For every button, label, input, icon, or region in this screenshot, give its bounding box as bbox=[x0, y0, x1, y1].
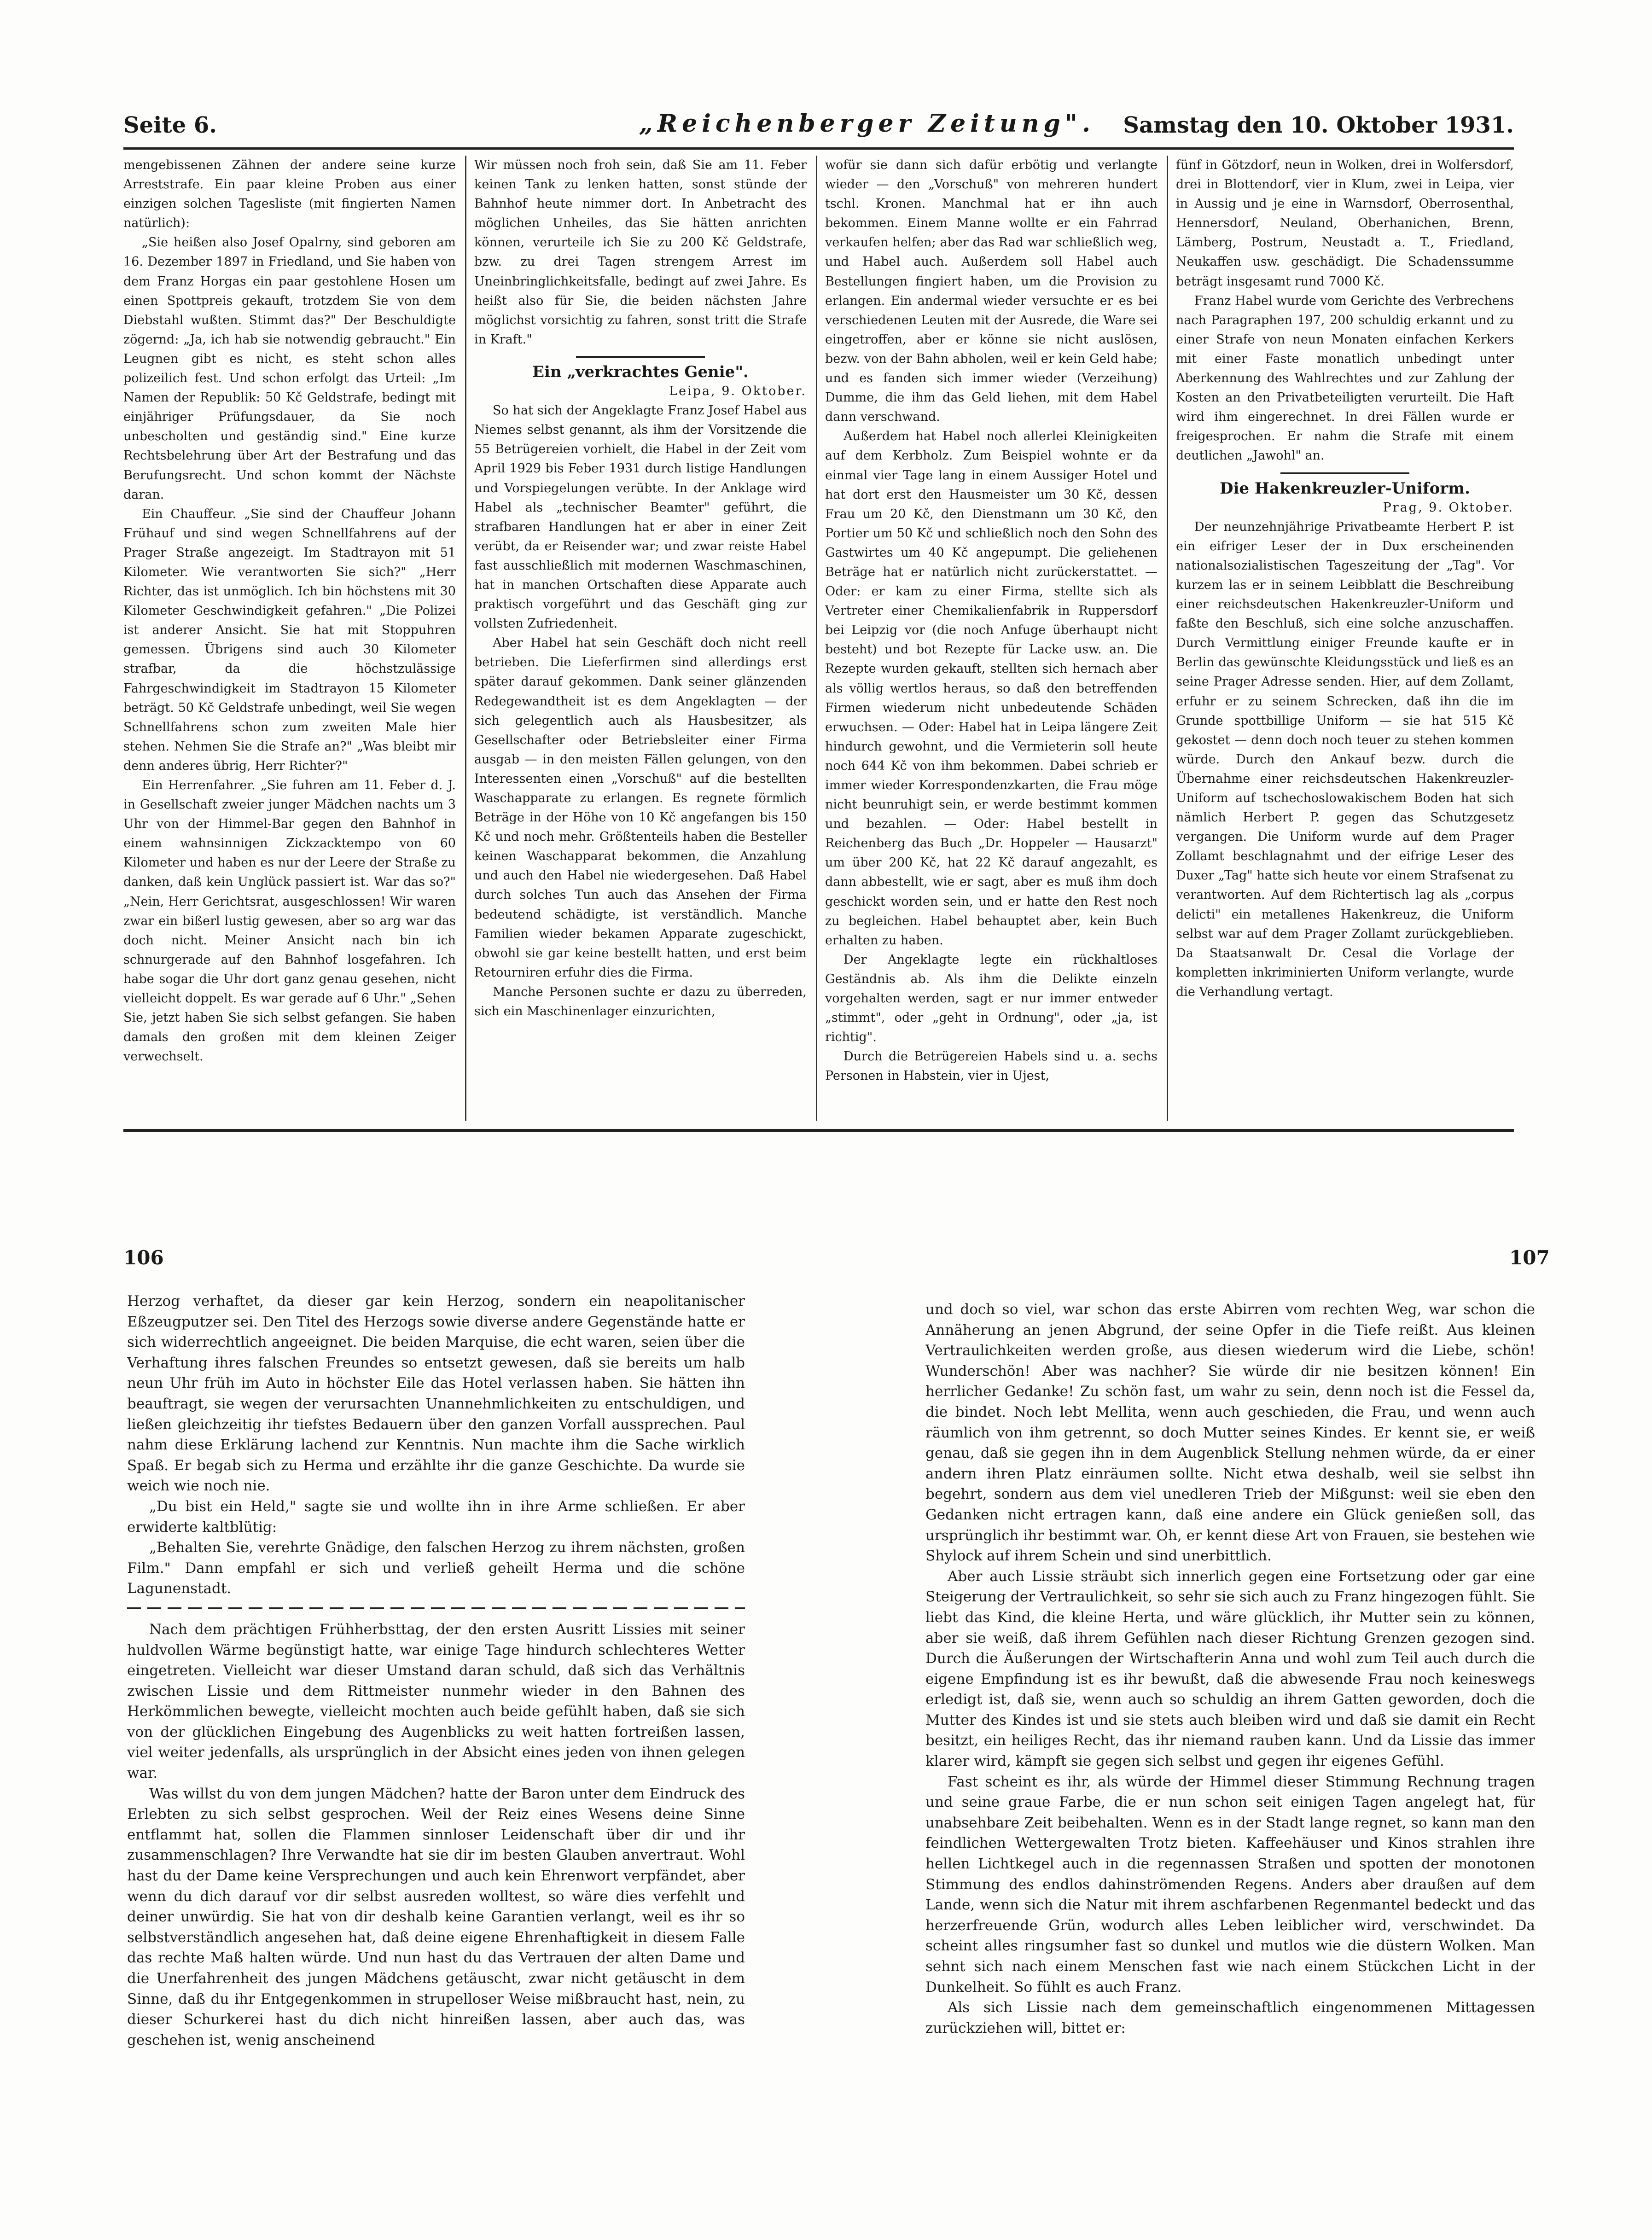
left-page-number: 106 bbox=[123, 1246, 164, 1269]
paragraph: Durch die Betrügereien Habels sind u. a. sechs Personen in Habstein, vier in Ujest, bbox=[825, 1049, 1158, 1083]
newspaper-section bbox=[123, 110, 1514, 1133]
paragraph: Fast scheint es ihr, als würde der Himmel dieser Stimmung Rechnung tragen und seine graue Farbe, die er nun schon seit einigen Tagen angelegt hat, für unabsehbare Zeit beibehalten. Wenn es in der Stadt lange regnet, so kann man den feindlichen Wettergewalten Trotz bieten. Kaffeehäuser und Kinos strahlen ihre hellen Lichtkegel auch in die regennassen Straßen und spotten der monotonen Stimmung des endlos dahinströmenden Regens. Anders aber draußen auf dem Lande, wenn sich die Natur mit ihrem aschfarbenen Regenmantel bedeckt und das herzerfreuende Grün, wodurch alles Leben leiblicher wird, verschwindet. Da scheint alles ringsumher fast so dunkel und mutlos wie die düstern Wolken. Man sehnt sich nach einem Menschen fast wie nach einem Stückchen Licht in der Dunkelheit. So fühlt es auch Franz. bbox=[925, 1773, 1535, 1996]
paragraph: So hat sich der Angeklagte Franz Josef Habel aus Niemes selbst genannt, als ihm der Vorsitzende die 55 Betrügereien vorhielt, die Habel in der Zeit vom April 1929 bis Feber 1931 durch listige Handlungen und Vorspiegelungen verübte. In der Anklage wird Habel als „technischer Beamter" geführt, die strafbaren Handlungen hat er aber in einer Zeit verübt, da er Reisender war; und zwar reiste Habel fast ausschließlich mit modernen Waschmaschinen, hat in manchen Ortschaften diese Apparate auch praktisch vorgeführt und das Geschäft ging zur vollsten Zufriedenheit. bbox=[474, 403, 807, 631]
masthead-rule bbox=[123, 147, 1514, 150]
article-headline: Ein „verkrachtes Genie". bbox=[532, 362, 749, 381]
paragraph: Manche Personen suchte er dazu zu überreden, sich ein Maschinenlager einzurichten, bbox=[474, 984, 807, 1019]
paragraph: „Du bist ein Held," sagte sie und wollte ihn in ihre Arme schließen. Er aber erwiderte kaltblütig: bbox=[127, 1498, 745, 1536]
paragraph: Aber Habel hat sein Geschäft doch nicht reell betrieben. Die Lieferfirmen sind allerdings erst später darauf gekommen. Dank seiner glänzenden Redegewandtheit ist es dem Angeklagten — der sich gelegentlich auch als Hausbesitzer, als Gesellschafter oder Betriebsleiter einer Firma ausgab — in den meisten Fällen gelungen, von den Interessenten einen „Vorschuß" auf die bestellten Waschapparate zu erlangen. Es regnete förmlich Beträge in der Höhe von 10 Kč angefangen bis 150 Kč und noch mehr. Größtenteils haben die Besteller keinen Waschapparat bekommen, die Anzahlung und auch den Habel nie wiedergesehen. Daß Habel durch solches Tun auch das Ansehen der Firma bedeutend schädigte, ist verständlich. Manche Familien wieder bekamen Apparate zugeschickt, obwohl sie gar keine bestellt hatten, und erst beim Retourniren erfuhr dies die Firma. bbox=[474, 636, 807, 980]
paragraph: Außerdem hat Habel noch allerlei Kleinigkeiten auf dem Kerbholz. Zum Beispiel wohnte er da einmal vier Tage lang in einem Aussiger Hotel und hat dort erst den Hausmeister um 30 Kč, dessen Frau um 20 Kč, den Dienstmann um 30 Kč, den Portier um 50 Kč und schließlich noch den Sohn des Gastwirtes um 40 Kč angepumpt. Die geliehenen Beträge hat er natürlich nicht zurückerstattet. — Oder: er kam zu einer Firma, stellte sich als Vertreter einer Chemikalienfabrik in Ruppersdorf bei Leipzig vor (die noch Anfuge überhaupt nicht besteht) und bot Rezepte für Lacke usw. an. Die Rezepte wurden gekauft, stellten sich hernach aber als völlig wertlos heraus, so daß den betreffenden Firmen wiederum nicht unbedeutende Schäden erwuchsen. — Oder: Habel hat in Leipa längere Zeit hindurch gewohnt, und die Vermieterin soll heute noch 644 Kč von ihm bekommen. Dabei schrieb er immer wieder Korrespondenzkarten, die Frau möge nicht beunruhigt sein, er werde bestimmt kommen und bezahlen. — Oder: Habel bestellt in Reichenberg das Buch „Dr. Hoppeler — Hausarzt" um über 200 Kč, hat 22 Kč darauf angezahlt, es dann abbestellt, wie er sagt, aber es muß ihm doch geschickt worden sein, und er hatte den Rest noch zu begleichen. Habel behauptet aber, kein Buch erhalten zu haben. bbox=[825, 429, 1158, 948]
article-headline: Die Hakenkreuzler-Uniform. bbox=[1220, 479, 1470, 498]
clipping-bottom-rule bbox=[123, 1129, 1514, 1132]
book-right-page bbox=[925, 1299, 1535, 2202]
paragraph: Herzog verhaftet, da dieser gar kein Herzog, sondern ein neapolitanischer Eßzeugputzer sei. Den Titel des Herzogs sowie diverse andere Gegenstände hatte er sich widerrechtlich angeeignet. Die beiden Marquise, die echt waren, seien über die Verhaftung ihres falschen Freundes so entsetzt gewesen, daß sie bereits um halb neun Uhr früh im Auto in höchster Eile das Hotel verlassen haben. Sie hätten ihn beauftragt, sie wegen der verursachten Unannehmlichkeiten zu entschuldigen, und ließen gleichzeitig ihr tiefstes Bedauern über den ganzen Vorfall aussprechen. Paul nahm diese Erklärung lachend zur Kenntnis. Nun machte ihm die Sache wirklich Spaß. Er begab sich zu Herma und erzählte ihr die ganze Geschichte. Da wurde sie weich wie noch nie. bbox=[127, 1293, 745, 1495]
paragraph: Als sich Lissie nach dem gemeinschaftlich eingenommenen Mittagessen zurückziehen will, bittet er: bbox=[925, 1999, 1535, 2036]
masthead bbox=[123, 110, 1514, 146]
column-divider bbox=[465, 156, 466, 1121]
article-dateline: Prag, 9. Oktober. bbox=[1383, 500, 1514, 515]
article-separator bbox=[1280, 472, 1409, 474]
column-divider bbox=[1167, 156, 1168, 1121]
issue-date: Samstag den 10. Oktober 1931. bbox=[1123, 112, 1514, 138]
paragraph: Franz Habel wurde vom Gerichte des Verbrechens nach Paragraphen 197, 200 schuldig erkannt und zu einer Strafe von neun Monaten einfachen Kerkers mit einer Faste monatlich unbedingt unter Aberkennung des Wahlrechtes und zur Zahlung der Kosten an den Privatbeteiligten verurteilt. Die Haft wird ihm eingerechnet. In drei Fällen wurde er freigesprochen. Er nahm die Strafe mit einem deutlichen „Jawohl" an. bbox=[1176, 293, 1514, 463]
column-divider bbox=[816, 156, 817, 1121]
book-left-page bbox=[127, 1291, 745, 2200]
paragraph: Der neunzehnjährige Privatbeamte Herbert P. ist ein eifriger Leser der in Dux erscheinenden nationalsozialistischen Tageszeitung der „Tag". Vor kurzem las er in seinem Leibblatt die Beschreibung einer reichsdeutschen Hakenkreuzler-Uniform und faßte den Beschluß, sich eine solche anzuschaffen. Durch Vermittlung einiger Freunde kaufte er in Berlin das gewünschte Kleidungsstück und ließ es an seine Prager Adresse senden. Hier, auf dem Zollamt, erfuhr er zu seinem Schrecken, daß ihn die im Grunde spottbillige Uniform — sie hat 515 Kč gekostet — denn doch noch teuer zu stehen kommen würde. Durch den Ankauf bezw. durch die Übernahme einer reichsdeutschen Hakenkreuzler-Uniform auf tschechoslowakischem Boden hat sich nämlich Herbert P. gegen das Schutzgesetz vergangen. Die Uniform wurde auf dem Prager Zollamt beschlagnahmt und der eifrige Leser des Duxer „Tag" hatte sich heute vor einem Strafsenat zu verantworten. Auf dem Richtertisch lag als „corpus delicti" ein metallenes Hakenkreuz, die Uniform selbst war auf dem Prager Zollamt zurückgeblieben. Da Staatsanwalt Dr. Cesal die Vorlage der kompletten inkriminierten Uniform verlangte, wurde die Verhandlung vertagt. bbox=[1176, 519, 1514, 999]
paragraph: mengebissenen Zähnen der andere seine kurze Arreststrafe. Ein paar kleine Proben aus einer einzigen solchen Tagesliste (mit fingierten Namen natürlich): bbox=[123, 158, 456, 231]
paragraph: und doch so viel, war schon das erste Abirren vom rechten Weg, war schon die Annäherung an jenen Abgrund, der seine Opfer in die Tiefe reißt. Aus kleinen Vertraulichkeiten werden große, aus diesen wiederum wird die Liebe, schön! Wunderschön! Aber was nachher? Sie würde dir nie besitzen können! Ein herrlicher Gedanke! Zu schön fast, um wahr zu sein, denn noch ist die Fessel da, die bindet. Noch lebt Mellita, wenn auch geschieden, die Frau, und wenn auch räumlich von ihm getrennt, so doch Mutter seines Kindes. Er kennt sie, er weiß genau, daß sie gegen ihn in dem Augenblick Stellung nehmen würde, da er einer andern ihren Platz einräumen sollte. Nicht etwa deshalb, weil sie selbst ihn begehrt, sondern aus dem viel unedleren Trieb der Mißgunst: weil sie eben den Gedanken nicht ertragen kann, daß eine andere ein Glück genießen soll, das ursprünglich ihr bestimmt war. Oh, er kennt diese Art von Frauen, sie bestehen wie Shylock auf ihrem Schein und sind unerbittlich. bbox=[925, 1301, 1535, 1565]
section-break-rule bbox=[127, 1607, 745, 1609]
paragraph: Ein Chauffeur. „Sie sind der Chauffeur Johann Frühauf und sind wegen Schnellfahrens auf der Prager Straße angezeigt. Im Stadtrayon mit 51 Kilometer. Wie verantworten Sie sich?" „Herr Richter, das ist unmöglich. Ich bin höchstens mit 30 Kilometer Geschwindigkeit gefahren." „Die Polizei ist anderer Ansicht. Sie hat mit Stoppuhren gemessen. Übrigens sind auch 30 Kilometer strafbar, da die höchstzulässige Fahrgeschwindigkeit im Stadtrayon 15 Kilometer beträgt. 50 Kč Geldstrafe unbedingt, weil Sie wegen Schnellfahrens schon zum zweiten Male hier stehen. Nehmen Sie die Strafe an?" „Was bleibt mir denn anderes übrig, Herr Richter?" bbox=[123, 506, 456, 773]
paragraph: „Sie heißen also Josef Opalrny, sind geboren am 16. Dezember 1897 in Friedland, und Sie haben von dem Franz Horgas ein paar gestohlene Hosen um einen Spottpreis gekauft, trotzdem Sie von dem Diebstahl wußten. Stimmt das?" Der Beschuldigte zögernd: „Ja, ich hab sie notwendig gebraucht." Ein Leugnen gibt es nicht, es steht schon alles polizeilich fest. Und schon erfolgt das Urteil: „Im Namen der Republik: 50 Kč Geldstrafe, bedingt mit einjähriger Prüfungsdauer, da Sie noch unbescholten und geständig sind." Eine kurze Rechtsbelehrung über Art der Bestrafung und das Berufungsrecht. Und schon kommt der Nächste daran. bbox=[123, 235, 456, 502]
paragraph: Der Angeklagte legte ein rückhaltloses Geständnis ab. Als ihm die Delikte einzeln vorgehalten werden, sagt er nur immer entweder „stimmt", oder „geht in Ordnung", oder „ja, ist richtig". bbox=[825, 952, 1158, 1045]
right-page-number: 107 bbox=[1509, 1246, 1550, 1269]
paragraph: Was willst du von dem jungen Mädchen? hatte der Baron unter dem Eindruck des Erlebten zu sich selbst gesprochen. Weil der Reiz eines Wesens deine Sinne entflammt hat, sollen die Flammen sinnloser Leidenschaft über dir und ihr zusammenschlagen? Ihre Verwandte hat sie dir im besten Glauben anvertraut. Wohl hast du der Dame keine Versprechungen und auch kein Ehrenwort verpfändet, aber wenn du dich darauf vor dir selbst ausreden wolltest, so wäre dies verfehlt und deiner unwürdig. Sie hat von dir deshalb keine Garantien verlangt, weil es ihr so selbstverständlich angesehen hat, daß deine eigene Ehrenhaftigkeit in diesem Falle das rechte Maß halten würde. Und nun hast du das Vertrauen der alten Dame und die Unerfahrenheit des jungen Mädchens getäuscht, zwar nicht getäuscht in dem Sinne, daß du ihr Entgegenkommen in strupelloser Weise mißbraucht hast, nein, zu dieser Schurkerei hast du dich nicht hinreißen lassen, aber auch das, was geschehen ist, wenig anscheinend bbox=[127, 1785, 745, 2048]
newspaper-title: „Reichenberger Zeitung". bbox=[639, 110, 1095, 138]
paragraph: fünf in Götzdorf, neun in Wolken, drei in Wolfersdorf, drei in Blottendorf, vier in Klum, zwei in Leipa, vier in Aussig und je eine in Warnsdorf, Oberrosenthal, Hennersdorf, Neuland, Oberhanichen, Brenn, Lämberg, Postrum, Neustadt a. T., Friedland, Neukaffen usw. geschädigt. Die Schadenssumme beträgt insgesamt rund 7000 Kč. bbox=[1176, 158, 1514, 289]
page-label: Seite 6. bbox=[123, 112, 217, 138]
paragraph: Nach dem prächtigen Frühherbsttag, der den ersten Ausritt Lissies mit seiner huldvollen Wärme begünstigt hatte, war einige Tage hindurch schlechteres Wetter eingetreten. Vielleicht war dieser Umstand daran schuld, daß sich das Verhältnis zwischen Lissie und dem Rittmeister nunmehr wieder in den Bahnen des Herkömmlichen bewegte, vielleicht mochten auch beide gefühlt haben, daß sie sich von der glücklichen Eingebung des Augenblicks zu weit hatten fortreißen lassen, viel weiter jedenfalls, als ursprünglich in der Absicht eines jeden von ihnen gelegen war. bbox=[127, 1621, 745, 1782]
paragraph: Aber auch Lissie sträubt sich innerlich gegen eine Fortsetzung oder gar eine Steigerung der Vertraulichkeit, so sehr sie sich auch zu Franz hingezogen fühlt. Sie liebt das Kind, die kleine Herta, und wäre glücklich, ihr Mutter sein zu können, aber sie weiß, daß ihrem Gefühlen nach dieser Richtung Grenzen gezogen sind. Durch die Äußerungen der Wirtschafterin Anna und wohl zum Teil auch durch die eigene Empfindung ist es ihr bewußt, daß die abwesende Frau noch keineswegs erledigt ist, daß sie, wenn auch so schuldig an ihrem Gatten geworden, doch die Mutter des Kindes ist und sie stets auch bleiben wird und daß sie damit ein Recht besitzt, ein heiliges Recht, das ihr niemand rauben kann. Und da Lissie das immer klarer wird, kämpft sie gegen sich selbst und gegen ihr eigenes Gefühl. bbox=[925, 1568, 1535, 1770]
article-separator bbox=[576, 356, 705, 358]
paragraph: „Behalten Sie, verehrte Gnädige, den falschen Herzog zu ihrem nächsten, großen Film." Dann empfahl er sich und verließ geheilt Herma und die schöne Lagunenstadt. bbox=[127, 1539, 745, 1597]
paragraph: Wir müssen noch froh sein, daß Sie am 11. Feber keinen Tank zu lenken hatten, sonst stünde der Bahnhof heute nimmer dort. In Anbetracht des möglichen Unheiles, das Sie hätten anrichten können, verurteile ich Sie zu 200 Kč Geldstrafe, bzw. zu drei Tagen strengem Arrest im Uneinbringlichkeitsfalle, bedingt auf zwei Jahre. Es heißt also für Sie, die beiden nächsten Jahre möglichst vorsichtig zu fahren, sonst tritt die Strafe in Kraft." bbox=[474, 158, 807, 347]
paragraph: Ein Herrenfahrer. „Sie fuhren am 11. Feber d. J. in Gesellschaft zweier junger Mädchen nachts um 3 Uhr von der Himmel-Bar gegen den Bahnhof in einem wahnsinnigen Zickzacktempo von 60 Kilometer und haben es nur der Leere der Straße zu danken, daß kein Unglück passiert ist. War das so?" „Nein, Herr Gerichtsrat, ausgeschlossen! Wir waren zwar ein bißerl lustig gewesen, aber so arg war das doch nicht. Meiner Ansicht nach bin ich schnurgerade auf den Bahnhof losgefahren. Ich habe sogar die Uhr dort ganz genau gesehen, nicht vielleicht doppelt. Es war gerade auf 6 Uhr." „Sehen Sie, jetzt haben Sie sich selbst gefangen. Sie haben damals den großen mit dem kleinen Zeiger verwechselt. bbox=[123, 778, 456, 1064]
article-dateline: Leipa, 9. Oktober. bbox=[669, 384, 807, 399]
column-4 bbox=[1176, 156, 1514, 1123]
column-1 bbox=[123, 156, 456, 1123]
paragraph: wofür sie dann sich dafür erbötig und verlangte wieder — den „Vorschuß" von mehreren hundert tschl. Kronen. Manchmal hat er ihn auch bekommen. Einem Manne wollte er ein Fahrrad verkaufen helfen; aber das Rad war schließlich weg, und Habel auch. Außerdem soll Habel auch Bestellungen fingiert haben, um die Provision zu erlangen. Ein andermal wieder versuchte er es bei verschiedenen Leuten mit der Ausrede, die Ware sei eingetroffen, aber er könne sie nicht auslösen, bezw. von der Bahn abholen, weil er kein Geld habe; und es fanden sich immer wieder (Verzeihung) Dumme, die ihm das Geld liehen, mit dem Habel dann verschwand. bbox=[825, 158, 1158, 425]
column-2 bbox=[474, 156, 807, 1123]
column-3 bbox=[825, 156, 1158, 1123]
